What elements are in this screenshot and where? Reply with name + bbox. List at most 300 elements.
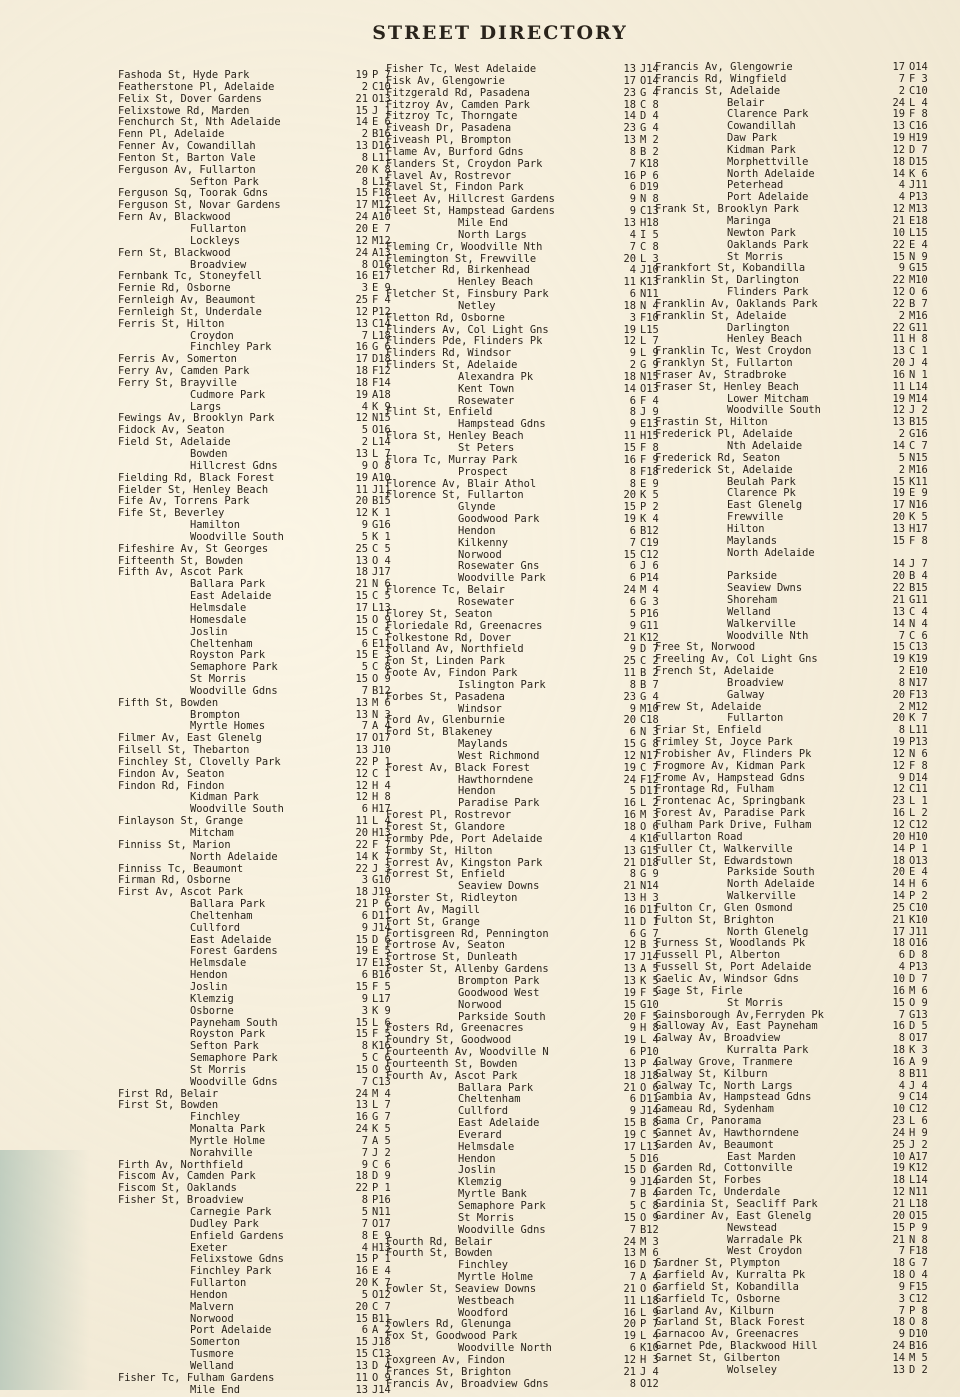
street-name: Finchley: [190, 1112, 241, 1124]
map-page: 5: [361, 1288, 368, 1301]
map-page: 13: [623, 844, 636, 857]
street-name: Flinders Park: [727, 287, 809, 299]
grid-ref: G 7: [909, 1257, 928, 1270]
map-page: 7: [629, 1188, 636, 1201]
street-name: Garden Rd, Cottonville: [655, 1163, 793, 1175]
directory-entry: [118, 319, 410, 331]
grid-ref: K 4: [640, 513, 659, 526]
grid-ref: G11: [640, 619, 659, 632]
directory-entry: [655, 228, 947, 240]
map-page: 5: [361, 1052, 368, 1065]
map-page: 9: [898, 1091, 905, 1104]
map-page: 13: [623, 1247, 636, 1260]
street-name: Folkestone Rd, Dover: [386, 632, 512, 644]
street-name: Mitcham: [190, 828, 234, 839]
grid-ref: K11: [909, 475, 928, 488]
grid-ref: D19: [640, 181, 659, 194]
grid-ref: P14: [640, 572, 659, 585]
map-page: 5: [629, 1152, 636, 1165]
map-page: 5: [629, 785, 636, 798]
street-name: Fourteenth St, Bowden: [386, 1058, 518, 1070]
grid-ref: E 5: [372, 945, 391, 958]
grid-ref: M 6: [640, 1247, 659, 1260]
grid-ref: G 8: [640, 738, 659, 751]
street-name: Francis Av, Broadview Gdns: [386, 1378, 549, 1390]
grid-ref: C 8: [640, 1200, 659, 1212]
map-page: 12: [623, 939, 636, 952]
map-page: 24: [355, 1087, 368, 1100]
map-page: 13: [623, 64, 636, 75]
map-page: 13: [892, 416, 905, 429]
map-page: 12: [623, 749, 636, 762]
grid-ref: G16: [372, 519, 391, 532]
grid-ref: L18: [909, 1198, 928, 1210]
directory-entry: [118, 236, 410, 248]
street-name: Fletcher St, Finsbury Park: [386, 289, 549, 301]
map-page: 9: [898, 1280, 905, 1293]
street-name: Cheltenham: [190, 910, 253, 922]
street-name: Gameau Rd, Sydenham: [655, 1104, 774, 1116]
map-page: 21: [623, 1282, 636, 1295]
map-page: 17: [623, 74, 636, 87]
street-name: Norahville: [190, 1147, 253, 1159]
street-name: Woodville South: [190, 804, 284, 816]
grid-ref: J 9: [640, 406, 659, 419]
street-name: Port Adelaide: [190, 1325, 272, 1337]
map-page: 16: [892, 1020, 905, 1033]
street-name: North Adelaide: [727, 547, 815, 559]
map-page: 21: [355, 92, 368, 105]
map-page: 20: [355, 827, 368, 839]
map-page: 8: [898, 1067, 905, 1080]
map-page: 4: [361, 400, 368, 413]
map-page: 6: [898, 949, 905, 962]
street-name: Garden Av, Beaumont: [655, 1139, 774, 1151]
grid-ref: E 9: [372, 1229, 391, 1242]
street-name: Fenton St, Barton Vale: [118, 152, 256, 164]
street-name: Frome Av, Hampstead Gdns: [655, 772, 806, 784]
map-page: 10: [892, 972, 905, 985]
map-page: 7: [629, 157, 636, 170]
street-name: Franklin Tc, West Croydon: [655, 346, 812, 358]
grid-ref: B16: [372, 128, 391, 141]
grid-ref: G 9: [640, 359, 659, 372]
grid-ref: D18: [640, 856, 659, 869]
map-page: 16: [623, 797, 636, 810]
street-name: Newton Park: [727, 227, 796, 239]
grid-ref: O 6: [640, 821, 659, 833]
grid-ref: C12: [909, 819, 928, 831]
grid-ref: K19: [909, 653, 928, 666]
street-name: Fiscom St, Oaklands: [118, 1183, 237, 1195]
directory-entry: [118, 923, 410, 935]
map-page: 7: [629, 1271, 636, 1284]
street-name: Garnet St, Gilberton: [655, 1352, 781, 1364]
map-page: 18: [355, 1170, 368, 1183]
map-page: 12: [355, 305, 368, 318]
street-name: Cowandillah: [727, 121, 796, 133]
grid-ref: E11: [372, 637, 391, 650]
map-page: 6: [361, 637, 368, 650]
grid-ref: C 6: [372, 1158, 391, 1171]
grid-ref: J14: [640, 64, 659, 75]
grid-ref: I 5: [640, 228, 659, 241]
grid-ref: C10: [909, 901, 928, 914]
grid-ref: B 4: [640, 1188, 659, 1201]
map-page: 20: [892, 357, 905, 370]
grid-ref: J19: [372, 886, 391, 899]
grid-ref: P16: [372, 1194, 391, 1207]
map-page: 16: [623, 809, 636, 822]
street-name: Fulton St, Brighton: [655, 914, 774, 926]
directory-entry: [386, 1379, 678, 1391]
street-name: Woodville South: [190, 531, 284, 543]
grid-ref: O12: [640, 1377, 659, 1390]
grid-ref: C 5: [372, 542, 391, 555]
grid-ref: L 4: [372, 815, 391, 828]
street-name: Fowlers Rd, Glenunga: [386, 1319, 512, 1331]
street-name: Fenner Av, Cowandillah: [118, 141, 256, 153]
street-name: French St, Adelaide: [655, 666, 774, 678]
grid-ref: B16: [909, 1340, 928, 1353]
street-name: Flemington St, Frewville: [386, 253, 537, 265]
street-name: Frank St, Brooklyn Park: [655, 204, 799, 216]
map-page: 24: [623, 584, 636, 597]
map-page: 9: [629, 193, 636, 206]
map-page: 16: [623, 1259, 636, 1272]
map-page: 7: [361, 1217, 368, 1230]
map-page: 19: [355, 471, 368, 484]
street-name: Woodville Gdns: [458, 1224, 546, 1236]
map-page: 7: [361, 1146, 368, 1159]
street-name: Fowler St, Seaview Downs: [386, 1283, 537, 1295]
street-name: Filmer Av, East Glenelg: [118, 733, 262, 745]
grid-ref: J14: [372, 1383, 391, 1396]
directory-entry: [655, 299, 947, 311]
grid-ref: C10: [372, 80, 391, 93]
street-name: Nth Adelaide: [727, 441, 803, 452]
map-page: 21: [623, 880, 636, 893]
street-name: Cudmore Park: [190, 389, 266, 401]
map-page: 18: [892, 1316, 905, 1329]
street-name: Malvern: [190, 1301, 234, 1313]
grid-ref: B15: [909, 582, 928, 595]
grid-ref: A 2: [372, 1324, 391, 1337]
directory-entry: [386, 384, 678, 396]
grid-ref: K18: [640, 157, 659, 170]
street-name: Foote Av, Findon Park: [386, 668, 518, 680]
directory-entry: [386, 751, 678, 763]
street-name: Sefton Park: [190, 176, 259, 188]
map-page: 4: [898, 191, 905, 204]
grid-ref: P13: [909, 961, 928, 974]
map-page: 21: [623, 1365, 636, 1378]
grid-ref: N17: [909, 676, 928, 689]
street-name: First St, Bowden: [118, 1100, 219, 1112]
street-name: Fern Av, Blackwood: [118, 212, 231, 224]
street-name: Homesdale: [190, 614, 247, 626]
map-page: 19: [892, 108, 905, 121]
map-page: 15: [623, 548, 636, 561]
directory-entry: [118, 544, 410, 556]
grid-ref: N 6: [909, 747, 928, 760]
map-page: 22: [892, 274, 905, 287]
map-page: 16: [892, 807, 905, 820]
map-page: 16: [623, 1306, 636, 1319]
map-page: 2: [898, 428, 905, 441]
grid-ref: L 4: [640, 1330, 659, 1343]
street-name: Gardiner Av, East Glenelg: [655, 1210, 812, 1222]
street-name: Field St, Adelaide: [118, 437, 231, 449]
map-page: 12: [355, 234, 368, 247]
map-page: 19: [355, 388, 368, 401]
directory-entry: [118, 769, 410, 781]
map-page: 4: [629, 264, 636, 277]
street-name: Flavel Av, Rostrevor: [386, 170, 512, 182]
grid-ref: M10: [640, 702, 659, 715]
street-name: Frederick St, Adelaide: [655, 464, 793, 476]
grid-ref: C13: [909, 641, 928, 654]
map-page: 11: [623, 430, 636, 443]
grid-ref: E 7: [372, 222, 391, 235]
street-name: Finchley St, Clovelly Park: [118, 756, 281, 768]
street-name: Henley Beach: [727, 334, 803, 346]
map-page: 9: [629, 1105, 636, 1118]
map-page: 19: [892, 653, 905, 666]
street-name: St Morris: [190, 674, 247, 686]
directory-entry: [655, 1282, 947, 1294]
street-name: Fullarton: [190, 1278, 247, 1290]
directory-entry: [386, 538, 678, 550]
grid-ref: F 5: [372, 980, 391, 993]
map-page: 6: [629, 181, 636, 194]
street-name: Finchley Park: [190, 342, 272, 354]
map-page: 12: [892, 819, 905, 831]
map-page: 22: [892, 297, 905, 310]
map-page: 18: [892, 1257, 905, 1270]
street-name: Peterhead: [727, 180, 784, 192]
directory-entry: [118, 1077, 410, 1089]
street-name: Helmsdale: [190, 958, 247, 970]
grid-ref: L 3: [640, 252, 659, 265]
grid-ref: A 9: [909, 1055, 928, 1068]
map-page: 20: [892, 712, 905, 725]
grid-ref: N 9: [909, 250, 928, 263]
map-page: 12: [892, 286, 905, 299]
grid-ref: D 4: [372, 1359, 391, 1372]
grid-ref: C 5: [640, 1128, 659, 1141]
map-page: 16: [355, 1265, 368, 1278]
grid-ref: C14: [372, 317, 391, 330]
grid-ref: F 4: [372, 294, 391, 307]
map-page: 24: [355, 211, 368, 224]
grid-ref: O 4: [372, 554, 391, 567]
map-page: 7: [898, 72, 905, 85]
street-name: Hendon: [190, 1289, 228, 1301]
grid-ref: B12: [640, 1223, 659, 1236]
grid-ref: M10: [909, 274, 928, 287]
street-name: Norwood: [190, 1313, 234, 1325]
grid-ref: D10: [909, 1328, 928, 1341]
street-name: Fidock Av, Seaton: [118, 425, 225, 437]
map-page: 11: [892, 380, 905, 393]
street-name: Galway Av, Broadview: [655, 1033, 781, 1045]
map-page: 13: [623, 892, 636, 905]
street-name: St Morris: [727, 997, 784, 1009]
map-page: 22: [355, 1182, 368, 1195]
map-page: 10: [892, 1150, 905, 1163]
grid-ref: E13: [372, 957, 391, 970]
map-page: 11: [623, 1294, 636, 1307]
map-page: 8: [898, 676, 905, 689]
directory-entry: [655, 1128, 947, 1140]
street-name: First Rd, Belair: [118, 1088, 219, 1100]
grid-ref: N 3: [372, 708, 391, 721]
map-page: 7: [629, 536, 636, 549]
map-page: 20: [355, 495, 368, 508]
street-name: Monalta Park: [190, 1124, 266, 1136]
directory-entry: [118, 840, 410, 852]
map-page: 7: [361, 329, 368, 342]
map-page: 9: [629, 1022, 636, 1035]
grid-ref: D 8: [909, 949, 928, 962]
map-page: 16: [355, 270, 368, 283]
street-name: Gardinia St, Seacliff Park: [655, 1199, 818, 1210]
map-page: 9: [629, 643, 636, 656]
street-name: Ferry St, Brayville: [118, 377, 237, 389]
map-page: 5: [361, 1206, 368, 1218]
street-name: Norwood: [458, 999, 502, 1011]
grid-ref: D11: [640, 1093, 659, 1106]
map-page: 6: [361, 969, 368, 982]
map-page: 9: [361, 519, 368, 532]
map-page: 24: [355, 246, 368, 259]
map-page: 8: [629, 406, 636, 419]
grid-ref: C 8: [640, 98, 659, 111]
grid-ref: C 7: [640, 761, 659, 774]
street-name: Alexandra Pk: [458, 371, 534, 383]
street-name: Daw Park: [727, 133, 778, 145]
street-name: North Glenelg: [727, 926, 809, 938]
map-page: 23: [623, 86, 636, 99]
street-name: Fife St, Beverley: [118, 508, 225, 520]
street-name: Florey St, Seaton: [386, 608, 493, 620]
map-page: 14: [623, 110, 636, 123]
grid-ref: B12: [640, 524, 659, 537]
directory-entry: [386, 834, 678, 846]
grid-ref: K10: [909, 913, 928, 926]
street-name: Flame Av, Burford Gdns: [386, 146, 524, 158]
map-page: 2: [898, 463, 905, 476]
grid-ref: N16: [909, 499, 928, 512]
grid-ref: O 6: [909, 286, 928, 299]
directory-entry: [655, 453, 947, 465]
map-page: 18: [623, 821, 636, 833]
grid-ref: F 9: [640, 453, 659, 466]
street-name: Kent Town: [458, 383, 515, 395]
grid-ref: C 8: [372, 661, 391, 674]
grid-ref: D 2: [909, 1363, 928, 1376]
directory-entry: [118, 153, 410, 165]
grid-ref: O15: [909, 1209, 928, 1222]
grid-ref: F12: [372, 365, 391, 378]
map-page: 9: [898, 262, 905, 275]
grid-ref: G15: [909, 262, 928, 275]
street-name: Garfield St, Kobandilla: [655, 1281, 799, 1293]
street-name: Beulah Park: [727, 476, 796, 488]
street-name: Fiveash Dr, Pasadena: [386, 123, 512, 135]
grid-ref: K10: [640, 1342, 659, 1355]
grid-ref: L 1: [909, 795, 928, 808]
grid-ref: D 5: [909, 1020, 928, 1033]
grid-ref: B 2: [640, 145, 659, 158]
map-page: 21: [892, 593, 905, 606]
map-page: 13: [623, 134, 636, 147]
map-page: 11: [623, 667, 636, 680]
grid-ref: G13: [909, 1008, 928, 1021]
map-page: 21: [892, 214, 905, 227]
grid-ref: H 3: [640, 1353, 659, 1366]
map-page: 17: [892, 499, 905, 512]
map-page: 6: [361, 1324, 368, 1337]
street-name: Galway Tc, North Largs: [655, 1080, 793, 1092]
street-name: Galloway Av, East Payneham: [655, 1021, 818, 1033]
street-name: Myrtle Bank: [458, 1189, 527, 1201]
street-name: Newstead: [727, 1222, 778, 1234]
grid-ref: F 5: [372, 1028, 391, 1041]
grid-ref: G 4: [640, 86, 659, 99]
directory-entry: [655, 749, 947, 761]
street-name: Frederick Pl, Adelaide: [655, 429, 793, 441]
street-name: Seaview Downs: [458, 881, 540, 893]
street-name: Joslin: [458, 1165, 496, 1177]
map-page: 7: [361, 684, 368, 697]
grid-ref: F18: [372, 187, 391, 200]
grid-ref: B11: [909, 1067, 928, 1080]
map-page: 19: [892, 487, 905, 500]
grid-ref: D16: [372, 140, 391, 153]
grid-ref: O 9: [372, 1371, 391, 1384]
grid-ref: H 3: [640, 892, 659, 905]
grid-ref: K 5: [640, 974, 659, 987]
map-page: 4: [898, 961, 905, 974]
grid-ref: J10: [372, 744, 391, 757]
directory-entry: [655, 1294, 947, 1306]
grid-ref: F 5: [640, 1010, 659, 1023]
street-name: Somerton: [190, 1337, 241, 1349]
directory-entry: [655, 986, 947, 998]
map-page: 19: [892, 736, 905, 749]
grid-ref: A10: [372, 471, 391, 484]
map-page: 20: [355, 1300, 368, 1313]
grid-ref: E 4: [909, 238, 928, 251]
map-page: 16: [623, 169, 636, 182]
street-name: Hillcrest Gdns: [190, 460, 278, 472]
map-page: 13: [623, 963, 636, 976]
map-page: 19: [623, 1034, 636, 1047]
grid-ref: P 1: [909, 842, 928, 855]
street-name: Garden Tc, Underdale: [655, 1187, 781, 1199]
grid-ref: N 3: [640, 726, 659, 739]
map-page: 12: [355, 507, 368, 520]
grid-ref: C 8: [640, 240, 659, 253]
directory-entry: [118, 686, 410, 698]
grid-ref: L 2: [909, 807, 928, 820]
map-page: 9: [629, 347, 636, 360]
grid-ref: C 5: [372, 590, 391, 603]
directory-entry: [118, 165, 410, 177]
grid-ref: C12: [640, 548, 659, 561]
